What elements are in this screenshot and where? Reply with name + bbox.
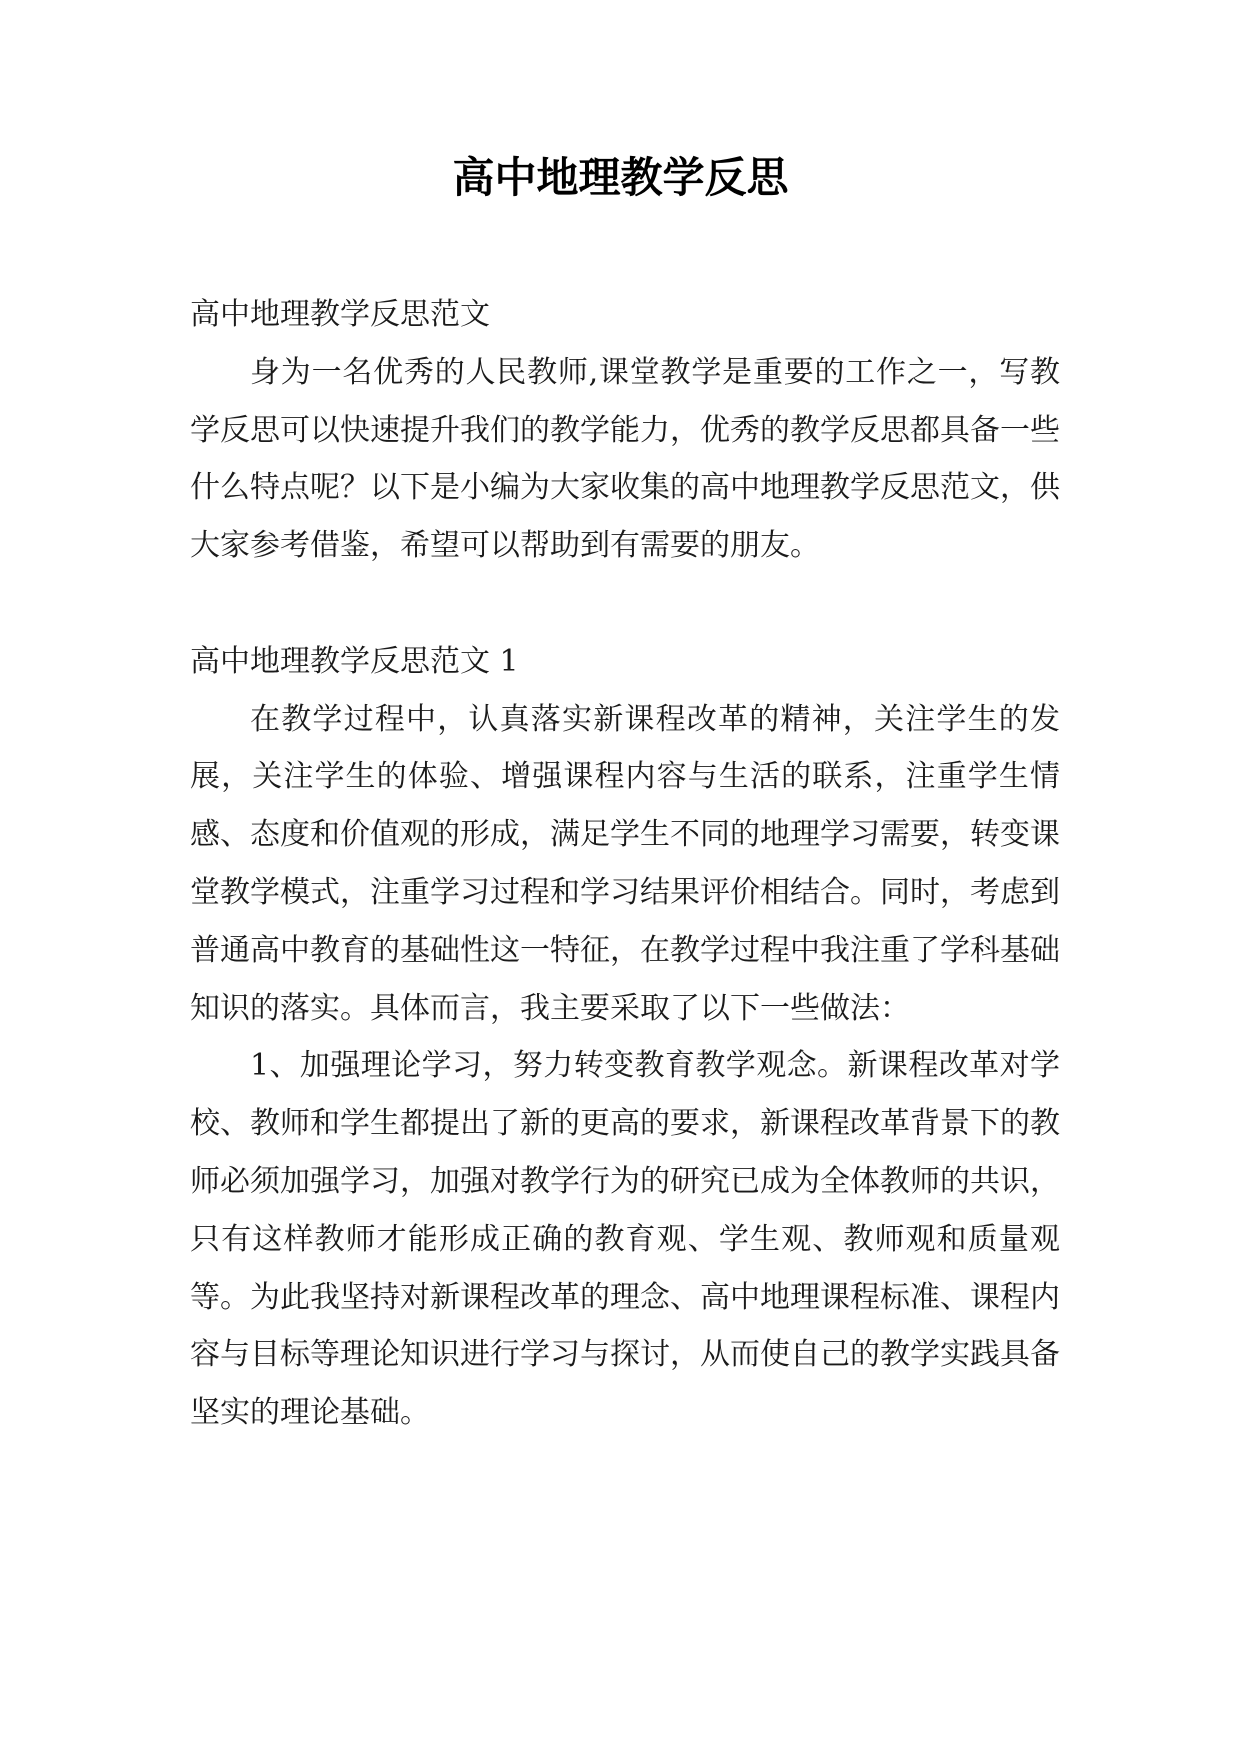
document-body bbox=[190, 286, 1060, 1442]
section-spacer bbox=[190, 575, 1060, 633]
section-1-heading: 高中地理教学反思范文 1 bbox=[190, 643, 519, 679]
intro-heading: 高中地理教学反思范文 bbox=[190, 297, 490, 332]
section-1-paragraph-1: 在教学过程中，认真落实新课程改革的精神，关注学生的发展，关注学生的体验、增强课程内容与生活的联系，注重学生情感、态度和价值观的形成，满足学生不同的地理学习需要，转变课堂教学模式，注重学习过程和学习结果评价相结合。同时，考虑到普通高中教育的基础性这一特征，在教学过程中我注重了学科基础知识的落实。具体而言，我主要采取了以下一些做法： bbox=[190, 701, 1060, 1026]
section-1-paragraph-2: 1、加强理论学习，努力转变教育教学观念。新课程改革对学校、教师和学生都提出了新的更高的要求，新课程改革背景下的教师必须加强学习，加强对教学行为的研究已成为全体教师的共识，只有这样教师才能形成正确的教育观、学生观、教师观和质量观等。为此我坚持对新课程改革的理念、高中地理课程标准、课程内容与目标等理论知识进行学习与探讨，从而使自己的教学实践具备坚实的理论基础。 bbox=[190, 1048, 1060, 1431]
document-title: 高中地理教学反思 bbox=[452, 153, 789, 202]
intro-paragraph: 身为一名优秀的人民教师,课堂教学是重要的工作之一，写教学反思可以快速提升我们的教学能力，优秀的教学反思都具备一些什么特点呢？以下是小编为大家收集的高中地理教学反思范文，供大家参考借鉴，希望可以帮助到有需要的朋友。 bbox=[190, 354, 1060, 564]
